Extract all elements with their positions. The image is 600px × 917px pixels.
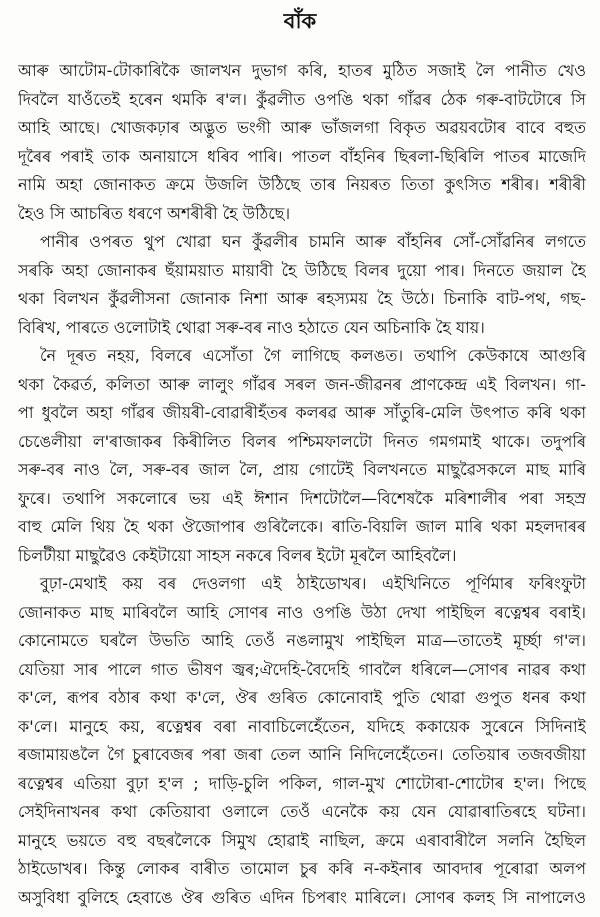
chapter-title: বাঁক: [283, 9, 317, 33]
text-line: যেতিয়া সাৰ পালে গাত ভীষণ জ্বৰ;ঐদেহি-বৈদেহি গাবলৈ ধৰিলে—সোণৰ নাৱৰ কথা: [18, 659, 586, 679]
body-text: [18, 57, 586, 912]
text-line: চিলটীয়া মাছুৱৈও কেইটায়ো সাহস নকৰে বিলৰ ইটো মূৰলৈ আহিবলৈ।: [18, 545, 457, 565]
text-line: থকা কৈৱৰ্ত, কলিতা আৰু লালুং গাঁৱৰ সৰল জন-জীৱনৰ প্ৰাণকেন্দ্ৰ এই বিলখন। গা-: [18, 374, 586, 394]
text-line: ৰজামায়ঙলৈ গৈ চুৰাবেজৰ পৰা জৰা তেল আনি নিদিলেহেঁতেন। তেতিয়াৰ তজবজীয়া: [18, 745, 586, 764]
text-line: ফুৰে। তথাপি সকলোৰে ভয় এই ঈশান দিশটোলৈ—বিশেষকৈ মৰিশালীৰ পৰা সহস্ৰ: [18, 488, 586, 508]
text-line: ক'লে, ৰূপৰ বঠাৰ কথা ক'লে, ঔৰ গুৰিত কোনোবাই পুতি থোৱা গুপুত ধনৰ কথা: [18, 688, 586, 707]
text-line: থকা বিলখন কুঁৱলীসনা জোনাক নিশা আৰু ৰহস্যময় হৈ উঠে। চিনাকি বাট-পথ, গছ-: [18, 289, 586, 308]
text-line: কোনোমতে ঘৰলৈ উভতি আহি তেওঁ নঙলামুখ পাইছিল মাত্ৰ—তাতেই মূৰ্চ্ছা গ'ল।: [18, 631, 586, 650]
text-line: বুঢ়া-মেথাই কয় বৰ দেওলগা এই ঠাইডোখৰ। এইখিনিতে পূৰ্ণিমাৰ ফৰিংফুটা: [40, 574, 586, 593]
text-line: চেঙেলীয়া ল'ৰাজাকৰ কিৰীলিত বিলৰ পশ্চিমফালটো দিনত গমগমাই থাকে। তদুপৰি: [18, 431, 586, 451]
text-line: মানুহে ভয়তে বহু বছৰলৈকে সিমুখ হোৱাই নাছিল, ক্ৰমে এৰাবাৰীলৈ সলনি হৈছিল: [18, 830, 586, 850]
text-line: নামি অহা জোনাকত ক্ৰমে উজলি উঠিছে তাৰ নিয়ৰত তিতা কুৎসিত শৰীৰ। শৰীৰী: [18, 175, 586, 194]
text-line: সেইদিনাখনৰ কথা কেতিয়াবা ওলালে তেওঁ এনেকৈ কয় যেন যোৱাৰাতিৰহে ঘটনা।: [18, 802, 586, 821]
text-line: দূৰৈৰ পৰাই তাক অনায়াসে ধৰিব পাৰি। পাতল বাঁহনিৰ ছিৰলা-ছিৰিলি পাতৰ মাজেদি: [18, 146, 586, 166]
text-line: বাহু মেলি থিয় হৈ থকা ঔজোপাৰ গুৰিলৈকে। ৰাতি-বিয়লি জাল মাৰি থকা মহলদাৰৰ: [18, 517, 586, 536]
text-line: অসুবিধা বুলিহে হেবাঙে ঔৰ গুৰিত এদিন চিপৰাং মাৰিলে। সোণৰ কলহ সি নাপালেও: [18, 887, 586, 907]
text-line: আৰু আটোম-টোকাৰিকৈ জালখন দুভাগ কৰি, হাতৰ মুঠিত সজাই লৈ পানীত খেও: [18, 61, 586, 80]
text-line: জোনাকত মাছ মাৰিবলৈ আহি সোণৰ নাও ওপঙি উঠা দেখা পাইছিল ৰত্নেশ্বৰ বৰাই।: [18, 602, 586, 622]
text-line: হৈও সি আচৰিত ধৰণে অশৰীৰী হৈ উঠিছে।: [18, 203, 291, 223]
text-line: ক'লে। মানুহে কয়, ৰত্নেশ্বৰ বৰা নাবাচিলেহেঁতেন, যদিহে ককায়েক সুৰেনে সিদিনাই: [18, 716, 586, 736]
text-line: আহি আছে। খোজকঢ়াৰ অদ্ভুত ভংগী আৰু ভাঁজলগা বিকৃত অৱয়বটোৰ বাবে বহুত: [18, 118, 586, 137]
text-line: দিবলৈ যাওঁতেই হৰেন থমকি ৰ'ল। কুঁৱলীত ওপঙি থকা গাঁৱৰ ঠেক গৰু-বাটটোৰে সি: [18, 89, 586, 109]
text-line: ঠাইডোখৰ। কিন্তু লোকৰ বাৰীত তামোল চুৰ কৰি ন-কইনাৰ আবদাৰ পূৰোৱা অলপ: [18, 859, 586, 878]
text-line: ৰত্নেশ্বৰ এতিয়া বুঢ়া হ'ল ; দাড়ি-চুলি পকিল, গাল-মুখ শোটোৰা-শোটোৰ হ'ল। পিছে: [18, 773, 586, 793]
text-line: সৰু-বৰ নাও লৈ, সৰু-বৰ জাল লৈ, প্ৰায় গোটেই বিলখনতে মাছুৱৈসকলে মাছ মাৰি: [18, 460, 586, 479]
text-line: বিৰিখ, পাৰতে ওলোটাই থোৱা সৰু-বৰ নাও হঠাতে যেন অচিনাকি হৈ যায়।: [18, 317, 485, 337]
text-line: পা ধুবলৈ অহা গাঁৱৰ জীয়ৰী-বোৱাৰীহঁতৰ কলৰৱ আৰু সাঁতুৰি-মেলি উৎপাত কৰি থকা: [18, 403, 586, 422]
text-line: পানীৰ ওপৰত থুপ খোৱা ঘন কুঁৱলীৰ চামনি আৰু বাঁহনিৰ সোঁ-সোঁৱনিৰ লগতে: [40, 232, 586, 251]
text-line: নৈ দূৰত নহয়, বিলৰে এসোঁতা গৈ লাগিছে কলঙত। তথাপি কেউকাষে আগুৰি: [40, 346, 586, 365]
text-line: সৰকি অহা জোনাকৰ ছঁয়াময়াত মায়াবী হৈ উঠিছে বিলৰ দুয়ো পাৰ। দিনতে জয়াল হৈ: [18, 260, 586, 280]
